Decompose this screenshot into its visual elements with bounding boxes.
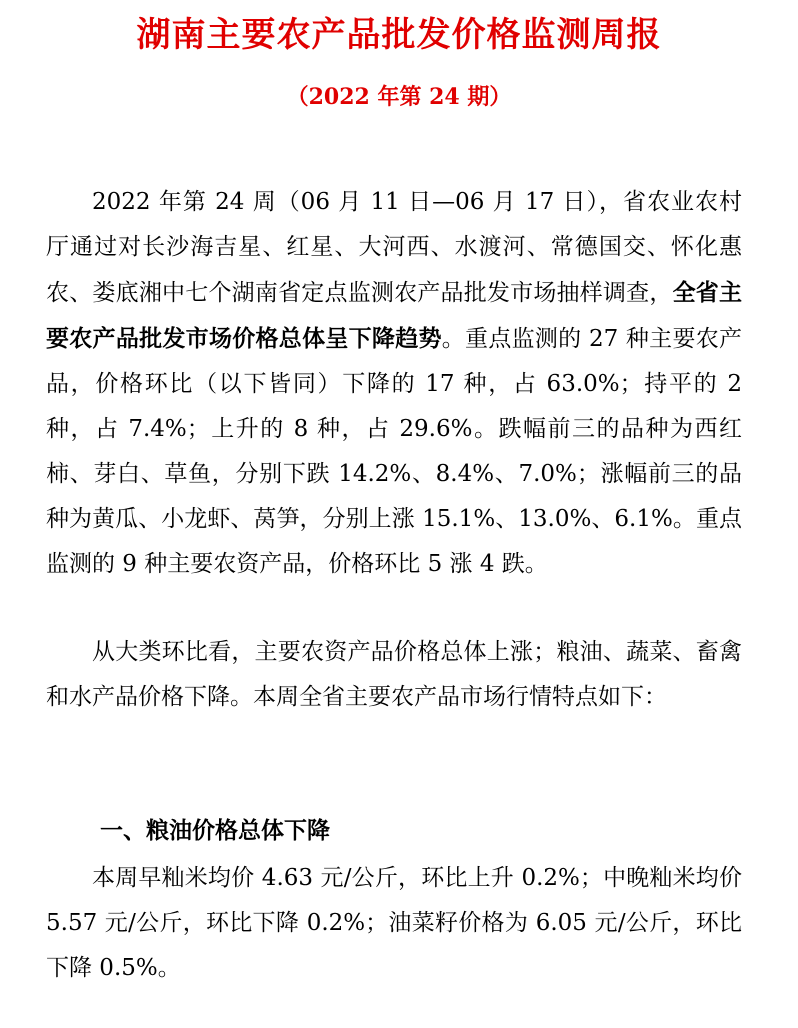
report-title: 湖南主要农产品批发价格监测周报 bbox=[136, 15, 662, 55]
grain-oil-paragraph: 本周早籼米均价 4.63 元/公斤，环比上升 0.2%；中晚籼米均价 5.57 元/公斤，环比下降 0.2%；油菜籽价格为 6.05 元/公斤，环比下降 0.5%。 bbox=[46, 865, 742, 981]
report-issue-number: （2022 年第 24 期） bbox=[286, 84, 512, 110]
intro-paragraph bbox=[46, 180, 742, 587]
category-overview-paragraph: 从大类环比看，主要农资产品价格总体上涨；粮油、蔬菜、畜禽和水产品价格下降。本周全省主要农产品市场行情特点如下： bbox=[46, 639, 742, 710]
intro-key-finding: 全省主要农产品批发市场价格总体呈下降趋势 bbox=[46, 279, 743, 352]
section-heading-grain-oil: 一、粮油价格总体下降 bbox=[100, 818, 330, 844]
intro-details-text: 。重点监测的 27 种主要农产品，价格环比（以下皆同）下降的 17 种，占 63.0%；持平的 2 种，占 7.4%；上升的 8 种，占 29.6%。跌幅前三的品种为西红柿、芽白、草鱼，分别下跌 14.2%、8.4%、7.0%；涨幅前三的品种为黄瓜、小龙虾、莴笋，分别上涨 15.1%、13.0%、6.1%。重点监测的 9 种主要农资产品，价格环比 5 涨 4 跌。 bbox=[46, 326, 743, 577]
intro-lead-text: 2022 年第 24 周（06 月 11 日—06 月 17 日），省农业农村厅通过对长沙海吉星、红星、大河西、水渡河、常德国交、怀化惠农、娄底湘中七个湖南省定点监测农产品批发市场抽样调查， bbox=[46, 189, 742, 306]
